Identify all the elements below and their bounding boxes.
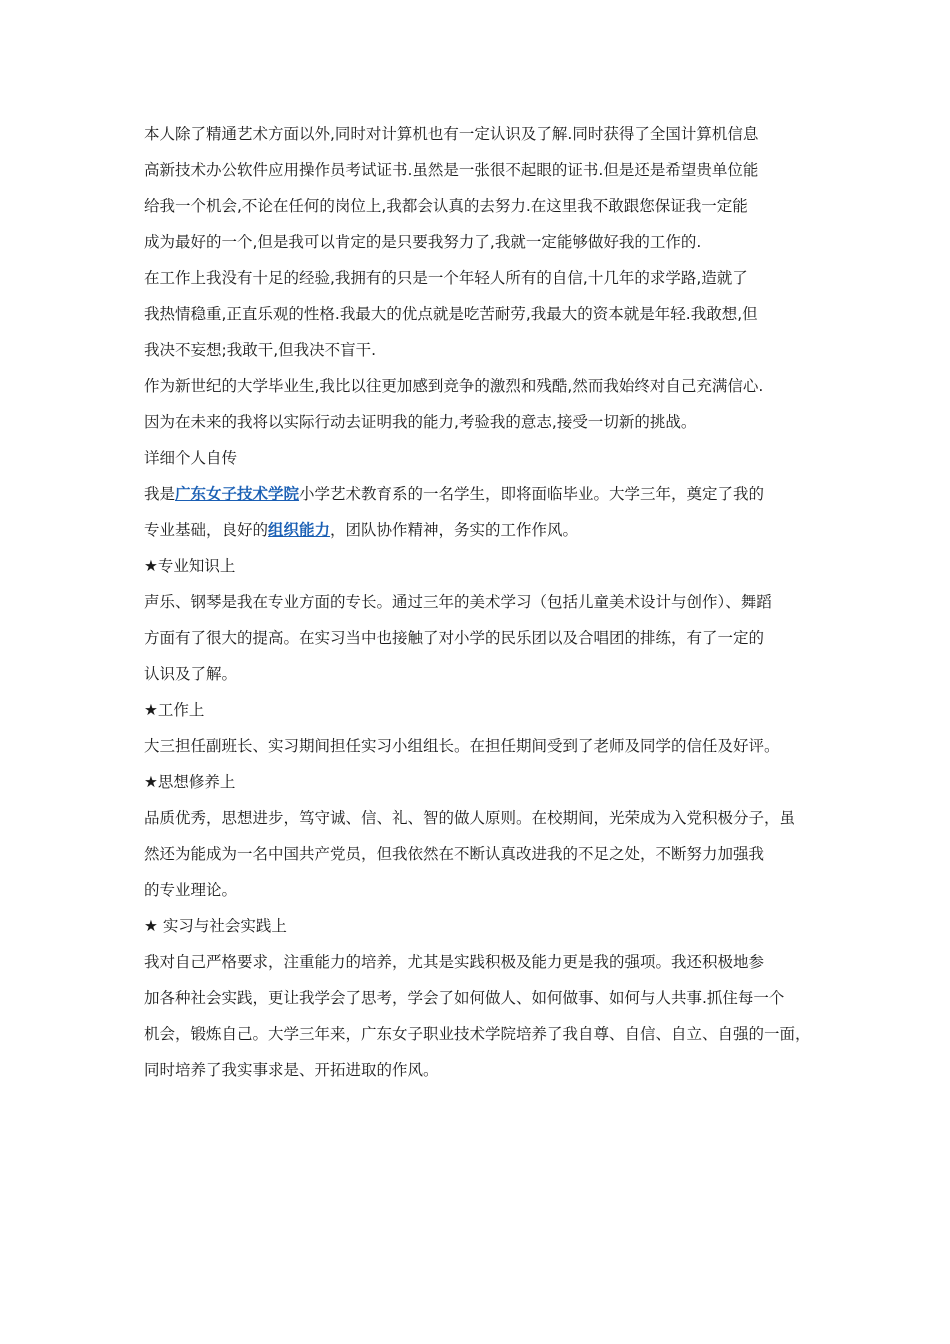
text-line: 然还为能成为一名中国共产党员，但我依然在不断认真改进我的不足之处，不断努力加强我: [144, 845, 765, 863]
school-link[interactable]: 广东女子技术学院: [175, 485, 300, 503]
text-line: 加各种社会实践，更让我学会了思考，学会了如何做人、如何做事、如何与人共事.抓住每一个: [144, 989, 785, 1007]
paragraph-experience: [144, 260, 824, 368]
text-line: 大三担任副班长、实习期间担任实习小组组长。在担任期间受到了老师及同学的信任及好评。: [144, 737, 780, 755]
intro-prefix: 我是: [144, 485, 176, 503]
paragraph-intro: [144, 476, 824, 548]
section-heading: ★专业知识上: [144, 557, 236, 575]
text-line: 本人除了精通艺术方面以外,同时对计算机也有一定认识及了解.同时获得了全国计算机信息: [144, 125, 759, 143]
text-line: 高新技术办公软件应用操作员考试证书.虽然是一张很不起眼的证书.但是还是希望贵单位能: [144, 161, 759, 179]
text-line: 认识及了解。: [144, 665, 238, 683]
text-line: [144, 476, 824, 512]
section-heading: ★ 实习与社会实践上: [144, 917, 287, 935]
text-line: 的专业理论。: [144, 881, 238, 899]
text-line: 我决不妄想;我敢干,但我决不盲干.: [144, 341, 377, 359]
skill-link[interactable]: 组织能力: [268, 521, 331, 539]
text-line: 品质优秀，思想进步，笃守诚、信、礼、智的做人原则。在校期间，光荣成为入党积极分子，虽: [144, 809, 796, 827]
text-line: 同时培养了我实事求是、开拓进取的作风。: [144, 1061, 439, 1079]
intro-line2-suffix: ，团队协作精神，务实的工作作风。: [330, 521, 579, 539]
text-line: 作为新世纪的大学毕业生,我比以往更加感到竞争的激烈和残酷,然而我始终对自己充满信心.: [144, 377, 764, 395]
text-line: 成为最好的一个,但是我可以肯定的是只要我努力了,我就一定能够做好我的工作的.: [144, 233, 702, 251]
text-line: 我热情稳重,正直乐观的性格.我最大的优点就是吃苦耐劳,我最大的资本就是年轻.我敢想,但: [144, 305, 758, 323]
text-line: 方面有了很大的提高。在实习当中也接触了对小学的民乐团以及合唱团的排练，有了一定的: [144, 629, 765, 647]
section-heading: 详细个人自传: [144, 449, 238, 467]
document-body: [144, 116, 824, 1088]
section-heading: ★工作上: [144, 701, 205, 719]
text-line: [144, 512, 824, 548]
text-line: 我对自己严格要求，注重能力的培养，尤其是实践积极及能力更是我的强项。我还积极地参: [144, 953, 765, 971]
paragraph-confidence: [144, 368, 824, 440]
text-line: 给我一个机会,不论在任何的岗位上,我都会认真的去努力.在这里我不敢跟您保证我一定能: [144, 197, 748, 215]
text-line: 声乐、钢琴是我在专业方面的专长。通过三年的美术学习（包括儿童美术设计与创作）、舞蹈: [144, 593, 772, 611]
text-line: 机会，锻炼自己。大学三年来，广东女子职业技术学院培养了我自尊、自信、自立、自强的一面，: [144, 1025, 811, 1043]
paragraph-skills: [144, 116, 824, 260]
intro-suffix: 小学艺术教育系的一名学生，即将面临毕业。大学三年，奠定了我的: [299, 485, 765, 503]
intro-line2-prefix: 专业基础，良好的: [144, 521, 269, 539]
section-heading: ★思想修养上: [144, 773, 236, 791]
text-line: 因为在未来的我将以实际行动去证明我的能力,考验我的意志,接受一切新的挑战。: [144, 413, 697, 431]
text-line: 在工作上我没有十足的经验,我拥有的只是一个年轻人所有的自信,十几年的求学路,造就了: [144, 269, 748, 287]
